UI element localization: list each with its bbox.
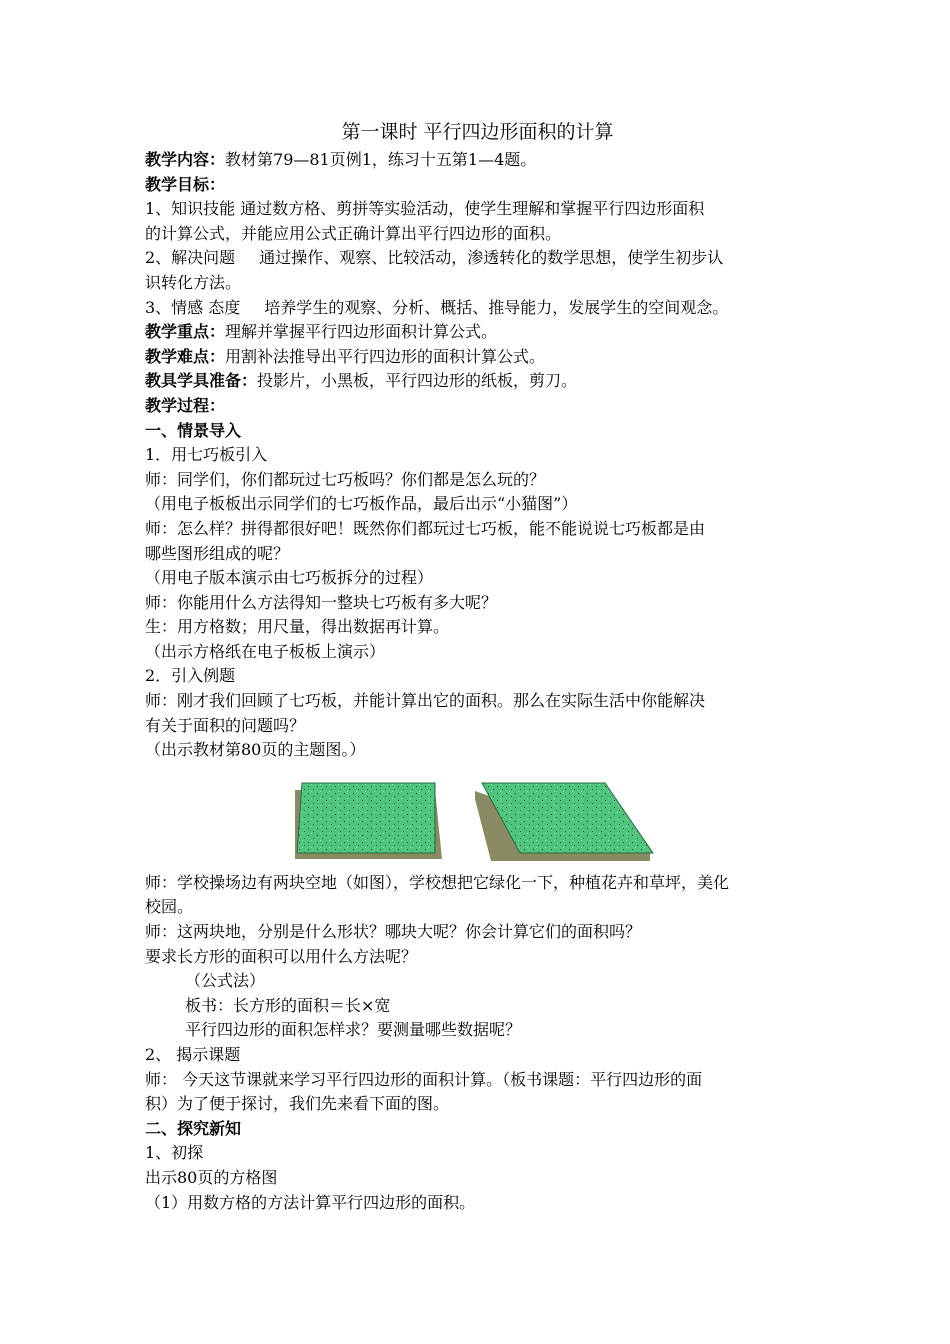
objective-3-line (145, 296, 810, 321)
content-line (145, 148, 810, 173)
dialogue-line: 校园。 (145, 897, 194, 917)
difficulty-label: 教学难点： (145, 346, 226, 366)
section-1-sub-1: 1．用七巧板引入 (145, 445, 268, 465)
materials-label: 教具学具准备： (145, 371, 258, 391)
dialogue-line: 平行四边形的面积怎样求？要测量哪些数据呢？ (185, 1020, 522, 1040)
text-line: （1）用数方格的方法计算平行四边形的面积。 (145, 1192, 476, 1212)
section-2-sub-1: 1、初探 (145, 1143, 204, 1163)
key-point-label: 教学重点： (145, 322, 226, 342)
text-line: 出示80页的方格图 (145, 1167, 278, 1187)
content-text: 教材第79—81页例1，练习十五第1—4题。 (225, 150, 537, 169)
materials-text: 投影片，小黑板，平行四边形的纸板，剪刀。 (257, 371, 578, 391)
dialogue-line: 积）为了便于探讨，我们先来看下面的图。 (145, 1094, 450, 1114)
objective-3-label: 3、情感 态度 (145, 297, 241, 317)
materials-line (145, 369, 810, 394)
key-point-text: 理解并掌握平行四边形面积计算公式。 (225, 322, 498, 342)
objective-1-line-1: 1、知识技能 通过数方格、剪拼等实验活动，使学生理解和掌握平行四边形面积 (145, 199, 705, 219)
dialogue-line: 要求长方形的面积可以用什么方法呢？ (145, 946, 418, 966)
dialogue-line: 师：刚才我们回顾了七巧板，并能计算出它的面积。那么在实际生活中你能解决 (145, 691, 706, 711)
dialogue-line: 师：学校操场边有两块空地（如图），学校想把它绿化一下，种植花卉和草坪，美化 (145, 872, 730, 892)
grass-plots-illustration (145, 763, 810, 871)
objective-2-text: 通过操作、观察、比较活动，渗透转化的数学思想，使学生初步认 (259, 248, 724, 268)
stage-direction: （用电子板板出示同学们的七巧板作品，最后出示“小猫图”） (145, 494, 578, 514)
section-1-heading: 一、情景导入 (145, 420, 242, 440)
stage-direction: （用电子版本演示由七巧板拆分的过程） (145, 568, 434, 588)
section-1-sub-3: 2、 揭示课题 (145, 1045, 241, 1064)
key-point-line (145, 320, 810, 345)
content-label: 教学内容： (145, 150, 226, 169)
objective-2-line-1 (145, 246, 810, 271)
dialogue-line: 哪些图形组成的呢？ (145, 543, 290, 563)
theme-figure (145, 763, 810, 871)
dialogue-line: 师： 今天这节课就来学习平行四边形的面积计算。（板书课题：平行四边形的面 (145, 1069, 703, 1089)
difficulty-text: 用割补法推导出平行四边形的面积计算公式。 (225, 346, 546, 366)
objectives-label: 教学目标： (145, 174, 226, 194)
document-page (145, 118, 810, 1215)
objective-2-label: 2、解决问题 (145, 248, 236, 268)
dialogue-line: 师：这两块地，分别是什么形状？哪块大呢？你会计算它们的面积吗？ (145, 922, 642, 942)
stage-direction: （出示教材第80页的主题图。） (145, 740, 366, 760)
rectangle-plot (295, 783, 442, 859)
dialogue-line: 生：用方格数；用尺量，得出数据再计算。 (145, 617, 450, 637)
dialogue-line: 师：同学们，你们都玩过七巧板吗？你们都是怎么玩的？ (145, 469, 546, 489)
dialogue-line: 师：怎么样？拼得都很好吧！既然你们都玩过七巧板，能不能说说七巧板都是由 (145, 518, 706, 538)
parallelogram-plot (475, 783, 653, 861)
dialogue-line: 有关于面积的问题吗？ (145, 715, 306, 735)
board-note: 板书：长方形的面积＝长×宽 (185, 995, 391, 1015)
page-title: 第一课时 平行四边形面积的计算 (341, 121, 614, 143)
stage-direction: （出示方格纸在电子板板上演示） (145, 641, 386, 661)
dialogue-line: 师：你能用什么方法得知一整块七巧板有多大呢？ (145, 592, 498, 612)
difficulty-line (145, 345, 810, 370)
objective-2-line-2: 识转化方法。 (145, 272, 242, 292)
stage-direction: （公式法） (185, 971, 266, 991)
objective-1-line-2: 的计算公式，并能应用公式正确计算出平行四边形的面积。 (145, 223, 562, 243)
section-1-sub-2: 2．引入例题 (145, 666, 236, 686)
process-label: 教学过程： (145, 395, 226, 415)
section-2-heading: 二、探究新知 (145, 1118, 242, 1138)
objective-3-text: 培养学生的观察、分析、概括、推导能力，发展学生的空间观念。 (264, 297, 729, 317)
